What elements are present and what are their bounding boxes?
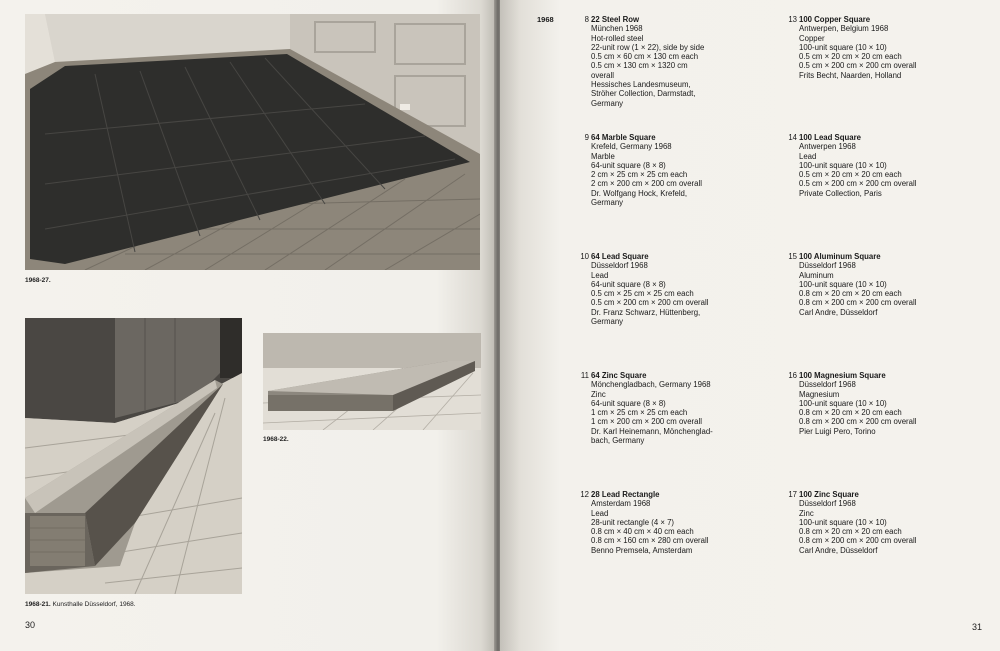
photo-steel-slab [263,333,481,430]
entry-line: Magnesium [799,389,840,399]
entry-line: Antwerpen, Belgium 1968 [799,24,889,34]
entry-line: 0.8 cm × 200 cm × 200 cm overall [799,536,917,546]
entry-line: Lead [799,151,817,161]
entry-line: Krefeld, Germany 1968 [591,142,672,152]
entry-line: Düsseldorf 1968 [591,261,648,271]
entry-line: 100-unit square (10 × 10) [799,398,887,408]
page-number-left: 30 [25,620,36,630]
entry-number: 10 [580,252,589,261]
catalogue-entry [584,133,791,208]
entry-line: Carl Andre, Düsseldorf [799,307,878,317]
entry-line: Marble [591,151,615,161]
entry-line: 0.8 cm × 20 cm × 20 cm each [799,527,902,537]
entry-line: Germany [591,98,624,108]
entry-line: Germany [591,317,624,327]
entry-title: 100 Lead Square [799,133,861,142]
entry-line: 0.8 cm × 40 cm × 40 cm each [591,527,694,537]
catalogue-entry [788,371,999,436]
entry-line: Copper [799,33,825,43]
caption-top-photo: 1968-27. [25,277,51,284]
catalogue-entry [788,133,999,198]
entry-title: 100 Copper Square [799,15,871,24]
entry-line: 100-unit square (10 × 10) [799,517,887,527]
page-number-right: 31 [972,622,983,632]
entry-line: Pier Luigi Pero, Torino [799,426,876,436]
entry-line: Frits Becht, Naarden, Holland [799,70,902,80]
catalogue-year: 1968 [537,15,554,24]
left-page [0,0,496,651]
entry-line: 28-unit rectangle (4 × 7) [591,517,674,527]
entry-line: München 1968 [591,24,643,34]
entry-line: 2 cm × 25 cm × 25 cm each [591,170,688,180]
entry-number: 16 [788,371,797,380]
caption-bottom-id: 1968-21. [25,601,51,608]
entry-title: 28 Lead Rectangle [591,490,660,499]
entry-line: Düsseldorf 1968 [799,380,856,390]
catalogue-entry [580,252,791,327]
entry-line: 64-unit square (8 × 8) [591,279,666,289]
entry-line: 2 cm × 200 cm × 200 cm overall [591,179,702,189]
caption-bottom-text: Kunsthalle Düsseldorf, 1968. [52,601,136,608]
entry-line: Antwerpen 1968 [799,142,856,152]
entry-line: overall [591,70,614,80]
entry-line: 0.5 cm × 200 cm × 200 cm overall [799,61,917,71]
entry-line: 100-unit square (10 × 10) [799,279,887,289]
entry-number: 17 [788,490,797,499]
catalogue-entry [788,15,999,80]
catalogue-entry [788,252,999,317]
caption-bottom-photo [25,602,136,609]
entry-line: 100-unit square (10 × 10) [799,160,887,170]
entry-number: 9 [584,133,589,142]
entry-line: Zinc [799,508,814,518]
entry-line: Dr. Wolfgang Hock, Krefeld, [591,188,688,198]
entry-line: 0.5 cm × 20 cm × 20 cm each [799,52,902,62]
entry-line: Zinc [591,389,606,399]
entry-line: 0.5 cm × 200 cm × 200 cm overall [591,298,709,308]
entry-line: Ströher Collection, Darmstadt, [591,89,696,99]
photo-kunsthalle-duesseldorf [25,318,242,594]
entry-line: 0.8 cm × 20 cm × 20 cm each [799,408,902,418]
entry-line: Düsseldorf 1968 [799,261,856,271]
entry-line: Düsseldorf 1968 [799,499,856,509]
entry-line: Hot-rolled steel [591,33,644,43]
catalogue-entry [788,490,999,555]
catalogue-entry [584,15,791,108]
entry-number: 8 [584,15,589,24]
entry-line: Amsterdam 1968 [591,499,651,509]
entry-line: 0.8 cm × 160 cm × 280 cm overall [591,536,709,546]
entry-number: 14 [788,133,797,142]
entry-line: 64-unit square (8 × 8) [591,160,666,170]
entry-line: Mönchengladbach, Germany 1968 [591,380,711,390]
entry-line: Benno Premsela, Amsterdam [591,545,693,555]
entry-line: 100-unit square (10 × 10) [799,42,887,52]
entry-title: 100 Magnesium Square [799,371,886,380]
entry-number: 15 [788,252,797,261]
entry-line: Dr. Franz Schwarz, Hüttenberg, [591,307,701,317]
entry-title: 100 Aluminum Square [799,252,881,261]
entry-title: 64 Marble Square [591,133,656,142]
entry-line: Carl Andre, Düsseldorf [799,545,878,555]
entry-line: 22-unit row (1 × 22), side by side [591,42,705,52]
entry-line: 0.5 cm × 200 cm × 200 cm overall [799,179,917,189]
entry-line: 64-unit square (8 × 8) [591,398,666,408]
entry-title: 64 Zinc Square [591,371,647,380]
entry-line: 0.8 cm × 20 cm × 20 cm each [799,289,902,299]
entry-line: Lead [591,270,609,280]
caption-middle-photo: 1968-22. [263,436,289,443]
entry-line: Private Collection, Paris [799,188,882,198]
entry-line: Lead [591,508,609,518]
entry-title: 64 Lead Square [591,252,649,261]
entry-line: 0.8 cm × 200 cm × 200 cm overall [799,298,917,308]
entry-title: 100 Zinc Square [799,490,859,499]
entry-line: bach, Germany [591,436,645,446]
entry-line: Aluminum [799,270,834,280]
entry-line: 1 cm × 25 cm × 25 cm each [591,408,688,418]
entry-line: Dr. Karl Heinemann, Mönchenglad- [591,426,713,436]
entry-line: 0.8 cm × 200 cm × 200 cm overall [799,417,917,427]
entry-line: 1 cm × 200 cm × 200 cm overall [591,417,702,427]
entry-title: 22 Steel Row [591,15,640,24]
entry-line: 0.5 cm × 130 cm × 1320 cm [591,61,688,71]
photo-steel-row-room [25,14,480,270]
entry-number: 11 [580,371,589,380]
catalogue-entry [580,371,791,446]
catalogue-entry [580,490,791,555]
entry-number: 12 [580,490,589,499]
entry-line: Hessisches Landesmuseum, [591,80,691,90]
entry-line: 0.5 cm × 60 cm × 130 cm each [591,52,699,62]
entry-line: 0.5 cm × 25 cm × 25 cm each [591,289,694,299]
entry-number: 13 [788,15,797,24]
entry-line: 0.5 cm × 20 cm × 20 cm each [799,170,902,180]
entry-line: Germany [591,198,624,208]
